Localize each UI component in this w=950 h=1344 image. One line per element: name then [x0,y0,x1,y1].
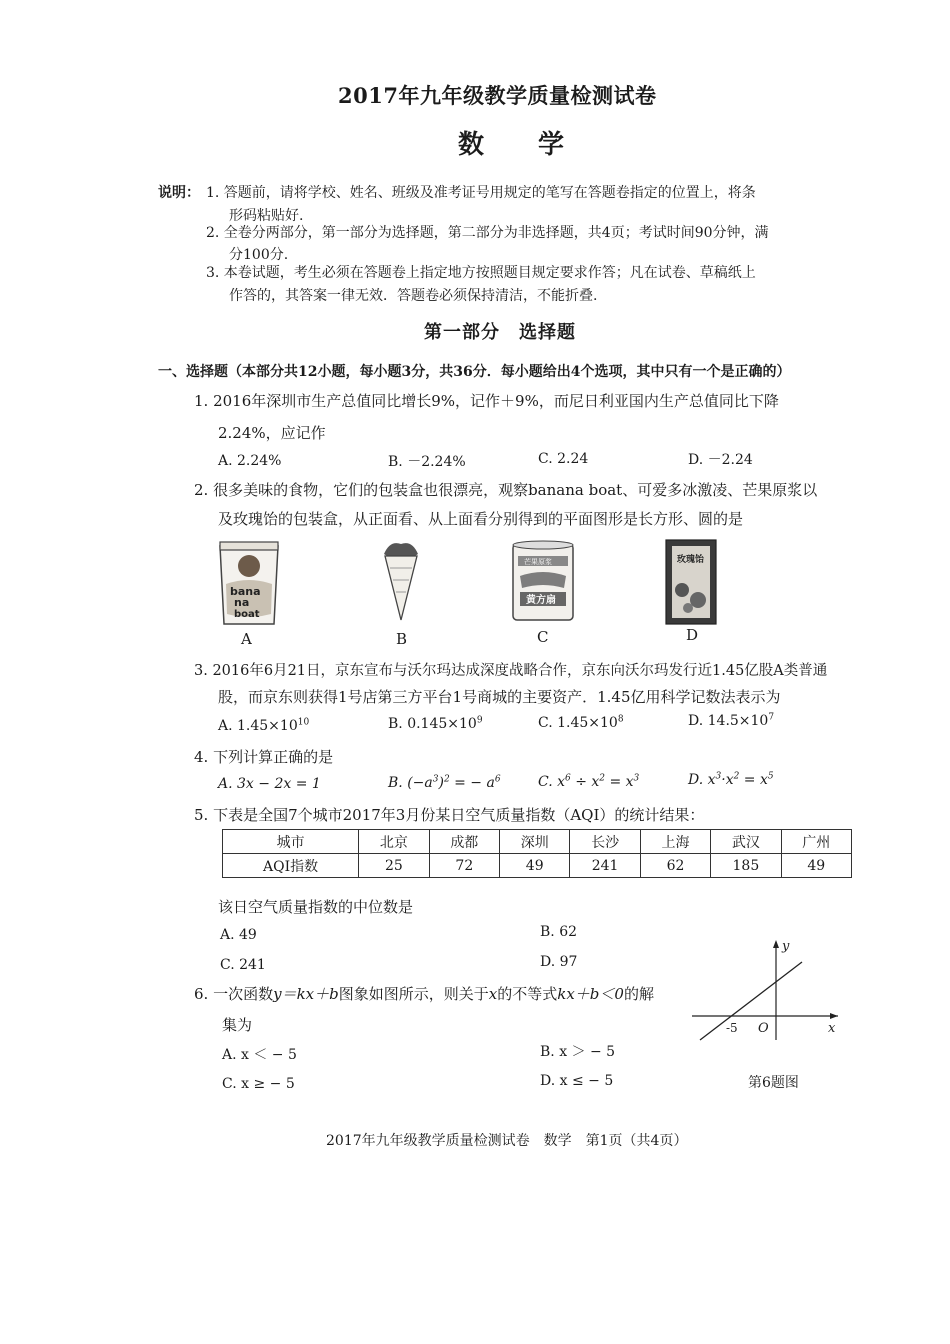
table-cell: 49 [500,854,570,878]
section-heading: 一、选择题（本部分共12小题，每小题3分，共36分．每小题给出4个选项，其中只有一个是正确的） [158,364,791,380]
table-header-cell: 深圳 [500,830,570,854]
aqi-table [222,829,852,878]
q5-option-b: B. 62 [540,924,578,940]
instruction-1: 1. 答题前，请将学校、姓名、班级及准考证号用规定的笔写在答题卷指定的位置上，将条 [206,185,756,201]
q5-option-a: A. 49 [220,927,257,943]
pic-label-c: C [537,628,549,646]
table-header-cell: 上海 [640,830,710,854]
q5-question: 该日空气质量指数的中位数是 [218,898,414,916]
table-cell: 62 [640,854,710,878]
instruction-2: 2. 全卷分两部分，第一部分为选择题，第二部分为非选择题，共4页；考试时间90分钟，满 [206,225,769,241]
q4-option-d: D. $x^3\cdot x^2 = x^5$ [688,771,774,788]
q6-graph [690,936,846,1046]
q3-stem: 3. 2016年6月21日，京东宣布与沃尔玛达成深度战略合作，京东向沃尔玛发行近1.45亿股A类普通 [194,663,828,679]
table-header-cell: 广州 [781,830,851,854]
table-cell: 25 [359,854,429,878]
q3-option-b: B. $0.145\times 10^9$ [388,715,483,732]
pic-c-text-1: 芒果原浆 [524,558,552,566]
table-header-cell: 成都 [429,830,499,854]
q6-stem-cont: 集为 [222,1016,253,1034]
pic-label-a: A [241,630,252,648]
mango-pulp-can-image [510,540,576,622]
intercept-label: -5 [726,1021,738,1035]
q4-option-c: C. $x^6 \div x^2 = x^3$ [538,773,640,790]
exam-title: 2017年九年级教学质量检测试卷 [338,83,657,108]
q6-option-a: A. x ＜ − 5 [222,1047,297,1063]
x-axis-label: x [828,1021,836,1036]
q3-option-a: A. $1.45\times 10^{10}$ [218,717,310,734]
q5-option-c: C. 241 [220,957,266,973]
table-cell: 185 [711,854,781,878]
q4-stem: 4. 下列计算正确的是 [194,748,334,766]
table-header-cell: 长沙 [570,830,640,854]
q4-option-a: A. 3x − 2x = 1 [218,776,321,792]
pic-label-b: B [396,630,408,648]
subject-title: 数 学 [458,130,579,160]
ice-cream-cone-image [380,540,422,622]
table-header-cell: 武汉 [711,830,781,854]
q2-stem-cont: 及玫瑰饴的包装盒，从正面看、从上面看分别得到的平面图形是长方形、圆的是 [218,510,744,528]
instruction-3-cont: 作答的，其答案一律无效．答题卷必须保持清洁，不能折叠. [229,288,598,304]
q6-graph-caption: 第6题图 [748,1075,799,1091]
pic-a-text-3: boat [234,609,260,620]
origin-label: O [758,1021,769,1036]
q3-option-d: D. $14.5\times 10^7$ [688,712,775,729]
q6-stem: 6. 一次函数y＝kx＋b图象如图所示，则关于x的不等式kx＋b＜0的解 [194,985,654,1003]
pic-c-text-2: 黄方扇 [526,595,556,606]
table-row [223,830,852,854]
q1-option-c: C. 2.24 [538,451,589,467]
instruction-3: 3. 本卷试题，考生必须在答题卷上指定地方按照题目规定要求作答；凡在试卷、草稿纸上 [206,265,756,281]
instructions-label: 说明： [158,185,200,201]
banana-boat-tub-image [218,540,280,626]
q1-option-b: B. －2.24% [388,454,466,470]
rose-candy-box-image [664,538,718,626]
q3-option-c: C. $1.45\times 10^8$ [538,714,624,731]
table-header-cell: 北京 [359,830,429,854]
q1-option-d: D. －2.24 [688,452,753,468]
table-cell: 49 [781,854,851,878]
q1-stem: 1. 2016年深圳市生产总值同比增长9%，记作＋9%，而尼日利亚国内生产总值同比下降 [194,392,779,410]
q1-option-a: A. 2.24% [218,453,282,469]
y-axis-label: y [782,939,790,954]
table-header-cell: 城市 [223,830,359,854]
table-cell: 72 [429,854,499,878]
pic-a-text-2: na [234,596,250,609]
part1-heading: 第一部分 选择题 [424,322,576,343]
q6-option-d: D. x ≤ − 5 [540,1073,614,1089]
page-footer: 2017年九年级教学质量检测试卷 数学 第1页（共4页） [326,1133,688,1149]
instruction-1-cont: 形码粘贴好. [229,208,304,224]
q6-option-b: B. x ＞ − 5 [540,1044,616,1060]
table-row [223,854,852,878]
q2-stem: 2. 很多美味的食物，它们的包装盒也很漂亮，观察banana boat、可爱多冰激凌、芒果原浆以 [194,481,818,499]
q4-option-b: B. $(-a^3)^2$ = − $a^6$ [388,774,501,791]
q5-option-d: D. 97 [540,954,578,970]
pic-label-d: D [686,626,699,644]
q5-stem: 5. 下表是全国7个城市2017年3月份某日空气质量指数（AQI）的统计结果： [194,806,705,824]
pic-a-text-1: bana [230,585,261,598]
q6-option-c: C. x ≥ − 5 [222,1076,295,1092]
q1-stem-cont: 2.24%，应记作 [218,424,326,442]
pic-d-text: 玫瑰饴 [677,555,705,565]
instruction-2-cont: 分100分. [229,247,289,263]
q3-stem-cont: 股，而京东则获得1号店第三方平台1号商城的主要资产．1.45亿用科学记数法表示为 [218,688,781,706]
table-cell: AQI指数 [223,854,359,878]
table-cell: 241 [570,854,640,878]
